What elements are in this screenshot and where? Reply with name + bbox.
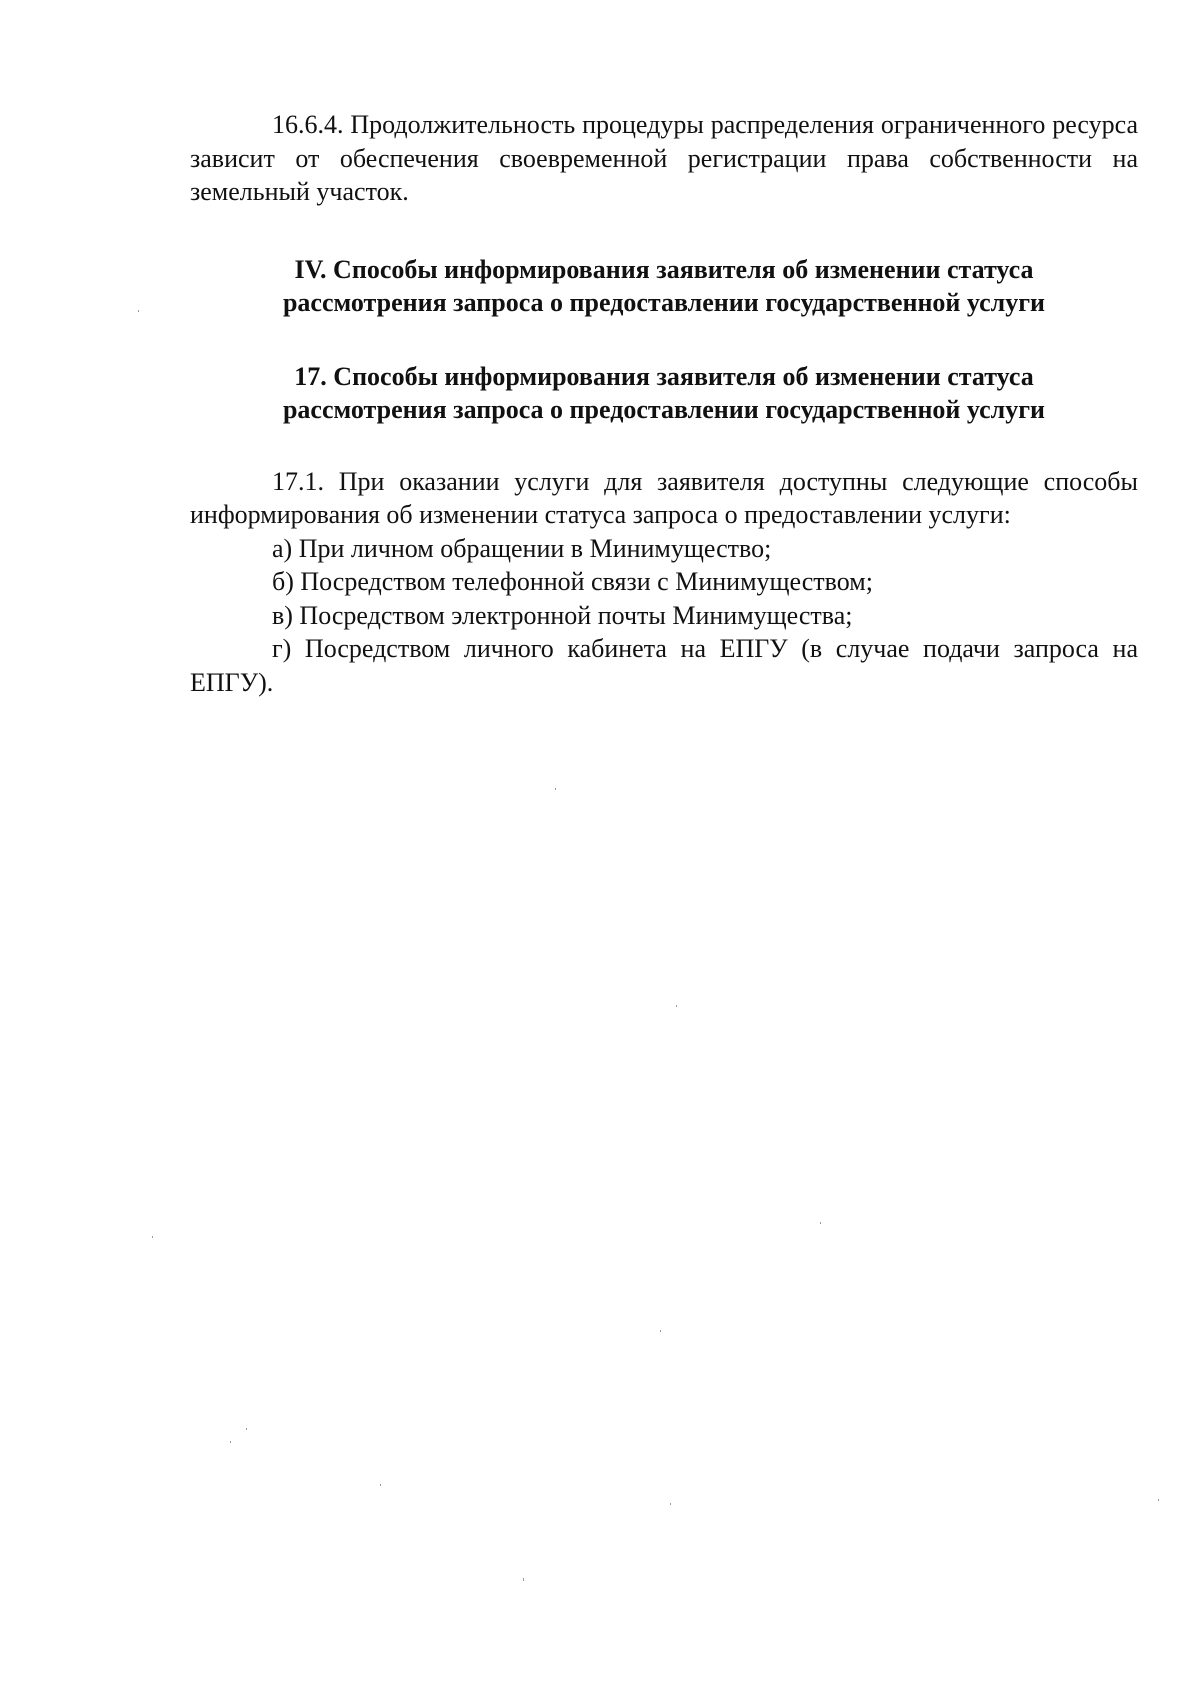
- scan-speck: [670, 1503, 671, 1505]
- list-item-v: в) Посредством электронной почты Минимущества;: [272, 600, 853, 630]
- section-iv-heading-line-1: IV. Способы информирования заявителя об изменении статуса: [294, 254, 1034, 284]
- scan-speck: [523, 1578, 524, 1581]
- paragraph-16-6-4: 16.6.4. Продолжительность процедуры распределения ограниченного ресурса зависит от обеспечения своевременной регистрации права собственности на земельный участок.: [190, 110, 1138, 206]
- scan-speck: [820, 1222, 821, 1224]
- scan-speck: [138, 310, 139, 312]
- scan-speck: [1158, 1499, 1159, 1501]
- section-17-heading: [190, 360, 1138, 427]
- list-item-g: г) Посредством личного кабинета на ЕПГУ (в случае подачи запроса на ЕПГУ).: [190, 634, 1138, 697]
- scan-speck: [660, 1330, 661, 1332]
- scan-speck: [676, 1005, 677, 1007]
- list-item-a: а) При личном обращении в Минимущество;: [272, 533, 772, 563]
- paragraph-17-1: 17.1. При оказании услуги для заявителя доступны следующие способы информирования об изменении статуса запроса о предоставлении услуги:: [190, 466, 1138, 529]
- list-item-b: б) Посредством телефонной связи с Минимуществом;: [272, 567, 873, 596]
- scan-speck: [555, 788, 556, 790]
- section-17-heading-line-1: 17. Способы информирования заявителя об изменении статуса: [294, 361, 1034, 391]
- scan-speck: [380, 1484, 381, 1486]
- scan-speck: [230, 1441, 231, 1443]
- scan-speck: [246, 1428, 247, 1430]
- section-17-heading-line-2: рассмотрения запроса о предоставлении государственной услуги: [282, 395, 1046, 424]
- section-iv-heading: [190, 253, 1138, 320]
- document-body: [190, 108, 1138, 699]
- section-iv-heading-line-2: рассмотрения запроса о предоставлении государственной услуги: [282, 288, 1046, 317]
- scan-speck: [152, 1236, 153, 1238]
